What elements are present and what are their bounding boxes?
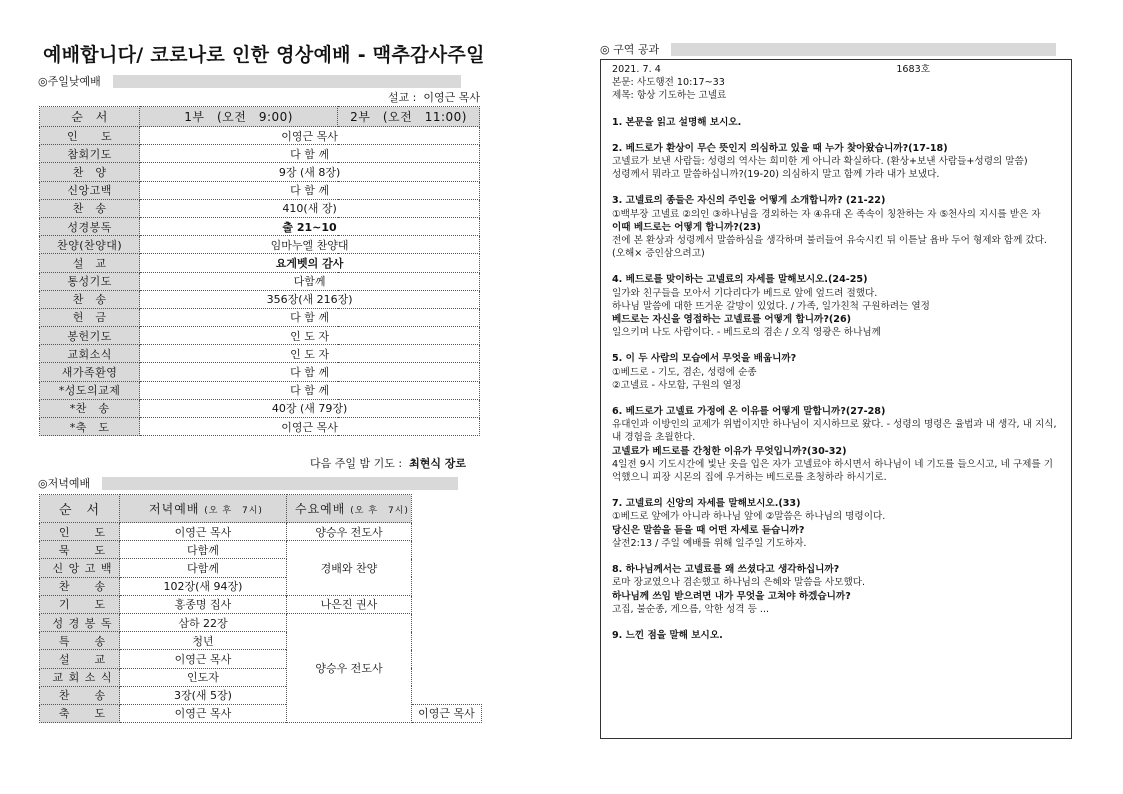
wednesday-value: 경배와 찬양 <box>287 541 412 596</box>
table-header-row <box>40 495 482 523</box>
study-date: 2021. 7. 4 <box>612 64 661 75</box>
study-answer: 일으키며 나도 사람이다. - 베드로의 겸손 / 오직 영광은 하나님께 <box>612 327 881 339</box>
order-value: 이영근 목사 <box>140 418 480 436</box>
order-value: 다 함 께 <box>140 145 480 163</box>
order-label: 통성기도 <box>40 272 140 290</box>
table-row <box>40 290 480 308</box>
order-label: 특 송 <box>40 632 120 650</box>
table-row <box>40 686 482 704</box>
order-label: 찬 송 <box>40 199 140 217</box>
issue-number: 1683호 <box>896 64 930 75</box>
order-label: 교 회 소 식 <box>40 668 120 686</box>
spacer <box>612 339 1060 352</box>
study-answer: 고집, 불순종, 게으름, 악한 성격 등 ... <box>612 603 770 615</box>
table-row <box>40 595 482 613</box>
study-question: 1. 본문을 읽고 설명해 보시오. <box>612 116 742 128</box>
sunday-evening-value: 3장(새 5장) <box>120 686 287 704</box>
table-row <box>40 704 482 722</box>
study-box <box>600 59 1072 739</box>
order-value: 다 함 께 <box>140 363 480 381</box>
evening-service-table <box>39 494 482 723</box>
table-row <box>40 236 480 254</box>
study-scripture: 본문: 사도행전 10:17~33 <box>612 77 725 89</box>
order-label: 축 도 <box>40 704 120 722</box>
order-value: 다 함 께 <box>140 381 480 399</box>
table-row <box>40 145 480 163</box>
sunday-evening-value: 이영근 목사 <box>120 650 287 668</box>
heading-bar <box>671 43 1056 56</box>
table-row <box>40 523 482 541</box>
study-answer: 일가와 친구들을 모아서 기다리다가 베드로 앞에 엎드려 절했다. <box>612 287 878 299</box>
study-heading-label: ◎ 구역 공과 <box>600 43 660 56</box>
wednesday-value: 양승우 전도사 <box>287 523 412 541</box>
order-label: 신앙고백 <box>40 181 140 199</box>
order-label: *축 도 <box>40 418 140 436</box>
study-answer: ②고넬료 - 사모함, 구원의 열정 <box>612 379 742 391</box>
order-value: 인 도 자 <box>140 327 480 345</box>
table-row <box>40 418 480 436</box>
order-value: 출 21~10 <box>140 217 480 235</box>
study-answer: ①베드로 앞에가 아니라 하나님 앞에 ②말씀은 하나님의 명령이다. <box>612 511 886 523</box>
order-label: *성도의교제 <box>40 381 140 399</box>
study-answer: ①베드로 - 기도, 겸손, 성령에 순종 <box>612 366 757 378</box>
study-answer: 유대인과 이방인의 교제가 위법이지만 하나님이 지시하므로 왔다. - 성령의 명령은 율법과 내 생각, 내 지식, 내 경험을 초월한다. <box>612 419 1057 444</box>
spacer <box>612 616 1060 629</box>
table-row <box>40 577 482 595</box>
study-questions <box>612 116 1060 643</box>
table-header-row <box>40 107 480 127</box>
study-answer: 전에 본 환상과 성령께서 말씀하심을 생각하며 불러들여 유숙시킨 뒤 이튿날 욥바 두어 형제와 함께 갔다. (오해× 증인삼으려고) <box>612 235 1047 260</box>
order-label: 설 교 <box>40 650 120 668</box>
order-value: 인 도 자 <box>140 345 480 363</box>
wednesday-value: 이영근 목사 <box>411 704 481 722</box>
order-label: 기 도 <box>40 595 120 613</box>
wednesday-value: 양승우 전도사 <box>287 613 412 722</box>
order-label: 찬 양 <box>40 163 140 181</box>
study-answer: 살전2:13 / 주일 예배를 위해 일주일 기도하자. <box>612 537 807 549</box>
study-answer: 고넬료가 보낸 사람들: 성령의 역사는 희미한 게 아니라 확실하다. (환상+보낸 사람들+성령의 말씀) <box>612 156 1028 168</box>
table-row <box>40 327 480 345</box>
study-date-line <box>612 63 1060 76</box>
order-label: 참회기도 <box>40 145 140 163</box>
header-order: 순 서 <box>40 495 120 523</box>
evening-service-heading <box>38 475 458 491</box>
order-value: 이영근 목사 <box>140 127 480 145</box>
spacer <box>612 260 1060 273</box>
order-label: 찬 송 <box>40 290 140 308</box>
order-value: 다 함 께 <box>140 308 480 326</box>
order-label: 묵 도 <box>40 541 120 559</box>
table-row <box>40 541 482 559</box>
table-row <box>40 363 480 381</box>
table-row <box>40 381 480 399</box>
study-question: 8. 하나님께서는 고넬료를 왜 쓰셨다고 생각하십니까? <box>612 564 840 576</box>
order-label: 헌 금 <box>40 308 140 326</box>
study-question: 하나님께 쓰임 받으려면 내가 무엇을 고쳐야 하겠습니까? <box>612 590 851 602</box>
study-question: 7. 고넬료의 신앙의 자세를 말해보시오.(33) <box>612 498 801 510</box>
spacer <box>612 103 1060 116</box>
study-answer: ①백부장 고넬료 ②의인 ③하나님을 경외하는 자 ④유대 온 족속이 칭찬하는 자 ⑤천사의 지시를 받은 자 <box>612 208 1041 220</box>
order-label: 설 교 <box>40 254 140 272</box>
table-row <box>40 613 482 631</box>
spacer <box>612 129 1060 142</box>
order-label: 성경봉독 <box>40 217 140 235</box>
study-answer: 하나님 말씀에 대한 뜨거운 갈망이 있었다. / 가족, 일가친척 구원하려는 열정 <box>612 300 930 312</box>
table-row <box>40 668 482 686</box>
sunday-evening-value: 청년 <box>120 632 287 650</box>
morning-heading-label: ◎주일낮예배 <box>38 75 101 88</box>
table-row <box>40 345 480 363</box>
study-question: 9. 느낀 점을 말해 보시오. <box>612 629 723 641</box>
table-row <box>40 632 482 650</box>
table-row <box>40 199 480 217</box>
order-value: 9장 (새 8장) <box>140 163 480 181</box>
order-label: 신 앙 고 백 <box>40 559 120 577</box>
header-wednesday: 수요예배 (오 후 7시) <box>287 495 412 523</box>
header-sunday-evening: 저녁예배 (오 후 7시) <box>120 495 287 523</box>
morning-service-table <box>39 106 480 436</box>
table-row <box>40 650 482 668</box>
table-row <box>40 308 480 326</box>
sunday-evening-value: 102장(새 94장) <box>120 577 287 595</box>
morning-service-heading <box>38 73 461 89</box>
table-row <box>40 399 480 417</box>
order-label: 찬 송 <box>40 577 120 595</box>
sunday-evening-value: 인도자 <box>120 668 287 686</box>
heading-bar <box>113 75 461 88</box>
order-label: 찬 송 <box>40 686 120 704</box>
sunday-evening-value: 삼하 22장 <box>120 613 287 631</box>
study-question: 이때 베드로는 어떻게 합니까?(23) <box>612 221 761 233</box>
study-answer: 성령께서 뭐라고 말씀하십니까?(19-20) 의심하지 말고 함께 가라 내가 보냈다. <box>612 169 940 181</box>
order-value: 임마누엘 찬양대 <box>140 236 480 254</box>
sunday-evening-value: 다함께 <box>120 559 287 577</box>
sunday-evening-value: 이영근 목사 <box>120 523 287 541</box>
order-value: 40장 (새 79장) <box>140 399 480 417</box>
heading-bar <box>102 477 458 490</box>
table-row <box>40 254 480 272</box>
header-second-service: 2부 (오전 11:00) <box>338 107 480 127</box>
table-row <box>40 217 480 235</box>
next-prayer-note: 다음 주일 밤 기도 : 최현식 장로 <box>310 457 467 470</box>
table-row <box>40 272 480 290</box>
order-label: *찬 송 <box>40 399 140 417</box>
order-label: 교회소식 <box>40 345 140 363</box>
study-heading <box>600 41 1056 57</box>
order-label: 성 경 봉 독 <box>40 613 120 631</box>
order-value: 356장(새 216장) <box>140 290 480 308</box>
order-value: 요게벳의 감사 <box>140 254 480 272</box>
table-row <box>40 163 480 181</box>
sermon-credit: 설교 : 이영근 목사 <box>387 91 480 104</box>
spacer <box>612 181 1060 194</box>
order-label: 인 도 <box>40 523 120 541</box>
header-first-service: 1부 (오전 9:00) <box>140 107 338 127</box>
study-question: 2. 베드로가 환상이 무슨 뜻인지 의심하고 있을 때 누가 찾아왔습니까?(17-18) <box>612 142 948 154</box>
study-question: 5. 이 두 사람의 모습에서 무엇을 배웁니까? <box>612 353 797 365</box>
order-value: 다 함 께 <box>140 181 480 199</box>
order-value: 410(새 장) <box>140 199 480 217</box>
sunday-evening-value: 홍종명 집사 <box>120 595 287 613</box>
study-question: 베드로는 자신을 영접하는 고넬료를 어떻게 합니까?(26) <box>612 314 852 326</box>
header-order: 순 서 <box>40 107 140 127</box>
spacer <box>612 484 1060 497</box>
study-subject: 제목: 항상 기도하는 고넬료 <box>612 90 727 102</box>
study-question: 4. 베드로를 맞이하는 고넬료의 자세를 말해보시오.(24-25) <box>612 274 868 286</box>
table-row <box>40 181 480 199</box>
order-label: 새가족환영 <box>40 363 140 381</box>
spacer <box>612 550 1060 563</box>
wednesday-value: 나은진 권사 <box>287 595 412 613</box>
order-label: 봉헌기도 <box>40 327 140 345</box>
table-row <box>40 127 480 145</box>
study-answer: 4일전 9시 기도시간에 빛난 옷을 입은 자가 고넬료야 하시면서 하나님이 네 기도를 들으시고, 네 구제를 기억했으니 피장 시몬의 집에 우거하는 베드로를 초청하라 하시기로. <box>612 458 1053 484</box>
study-question: 3. 고넬료의 종들은 자신의 주인을 어떻게 소개합니까? (21-22) <box>612 195 886 207</box>
sunday-evening-value: 이영근 목사 <box>120 704 287 722</box>
table-row <box>40 559 482 577</box>
spacer <box>612 392 1060 405</box>
sunday-evening-value: 다함께 <box>120 541 287 559</box>
order-label: 인 도 <box>40 127 140 145</box>
evening-heading-label: ◎저녁예배 <box>38 477 91 490</box>
page-title: 예배합니다/ 코로나로 인한 영상예배 - 맥추감사주일 <box>43 44 485 66</box>
order-label: 찬양(찬양대) <box>40 236 140 254</box>
study-question: 고넬료가 베드로를 간청한 이유가 무엇입니까?(30-32) <box>612 445 847 457</box>
order-value: 다함께 <box>140 272 480 290</box>
study-question: 당신은 말씀을 듣을 때 어떤 자세로 듣습니까? <box>612 524 805 536</box>
study-question: 6. 베드로가 고넬료 가정에 온 이유를 어떻게 말합니까?(27-28) <box>612 406 886 418</box>
study-answer: 로마 장교였으나 겸손했고 하나님의 은혜와 말씀을 사모했다. <box>612 577 866 589</box>
